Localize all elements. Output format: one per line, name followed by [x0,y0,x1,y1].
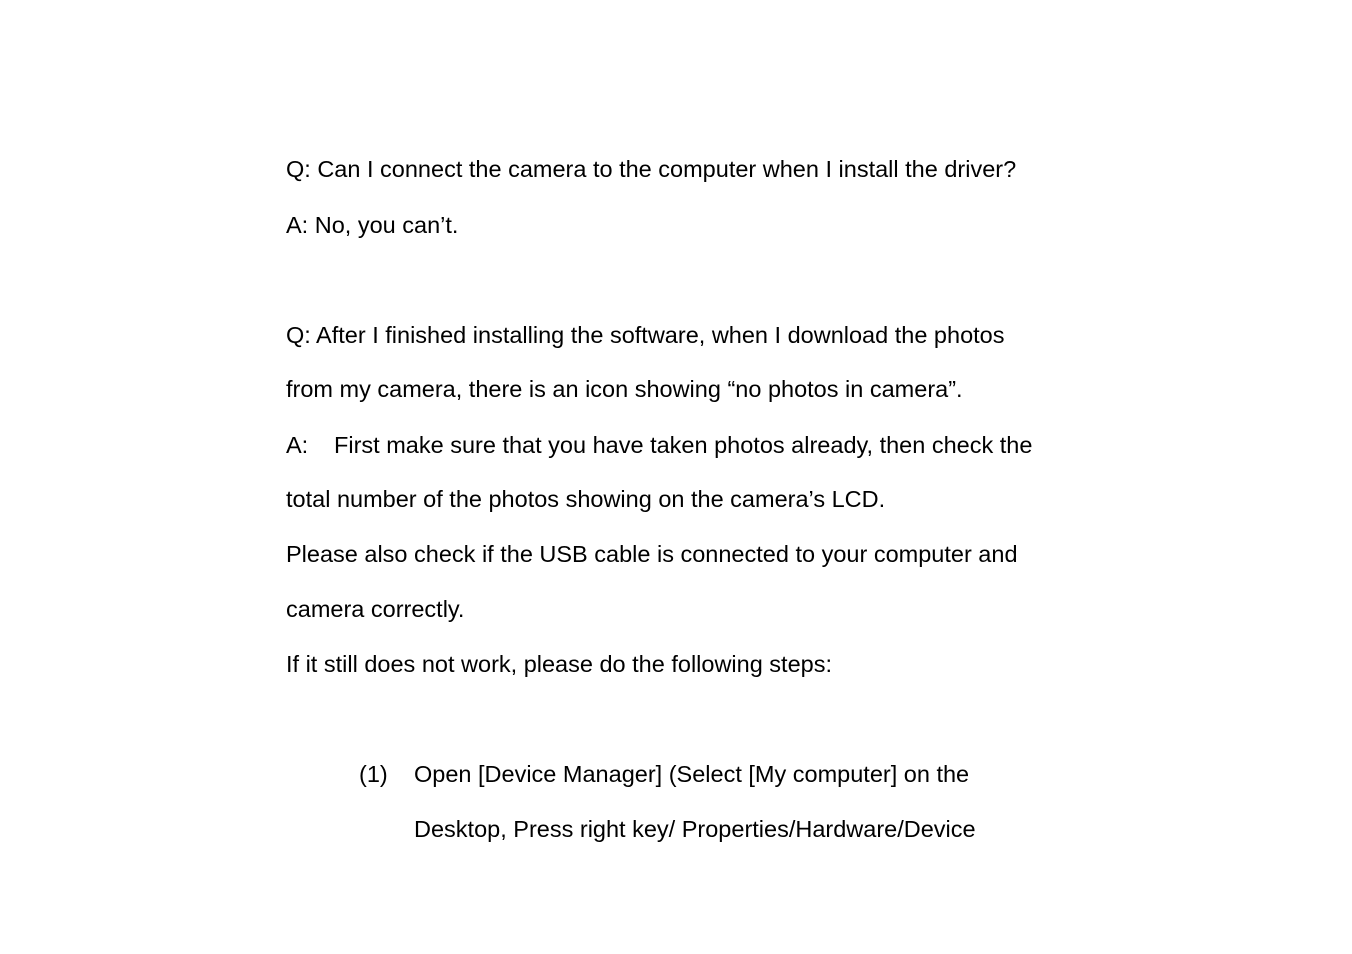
answer-1: A: No, you can’t. [286,212,459,238]
answer-2-prefix: A: [286,432,309,458]
answer-2-line-5: If it still does not work, please do the following steps: [286,651,833,677]
step-1-line-1: Open [Device Manager] (Select [My computer] on the [414,761,970,787]
step-1-line-2: Desktop, Press right key/ Properties/Hardware/Device [414,816,976,842]
step-1-number: (1) [359,761,388,787]
answer-2-line-3: Please also check if the USB cable is connected to your computer and [286,541,1018,567]
question-2-line-1: Q: After I finished installing the software, when I download the photos [286,322,1005,348]
question-1: Q: Can I connect the camera to the computer when I install the driver? [286,156,1017,182]
answer-2-line-2: total number of the photos showing on the camera’s LCD. [286,486,886,512]
answer-2-line-1 [286,431,1032,459]
answer-2-line-4: camera correctly. [286,596,465,622]
answer-2-line-1-text: First make sure that you have taken photos already, then check the [334,432,1033,458]
question-2-line-2: from my camera, there is an icon showing “no photos in camera”. [286,376,963,402]
